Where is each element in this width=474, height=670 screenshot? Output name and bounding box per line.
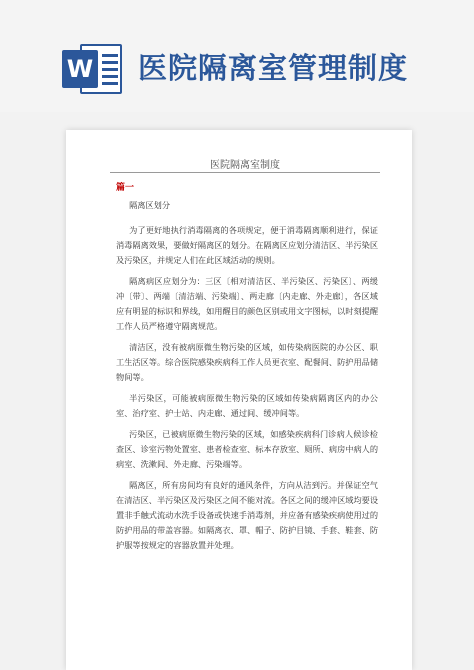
paragraph-heading: 隔离区划分 <box>129 200 171 210</box>
word-document-icon <box>62 40 124 98</box>
document-header-title: 医院隔离室制度 <box>210 160 280 171</box>
document-body <box>116 198 378 559</box>
document-page <box>66 130 412 670</box>
paragraph: 为了更好地执行消毒隔离的各项规定，便于消毒隔离顺利进行，保证消毒隔离效果，要做好隔离区的划分。在隔离区应划分清洁区、半污染区及污染区，并规定人们在此区域活动的规则。 <box>116 225 379 265</box>
banner-title: 医院隔离室管理制度 <box>138 51 409 85</box>
paragraph: 隔离病区应划分为：三区〔相对清洁区、半污染区、污染区〕、两缓冲〔带〕、两端〔清洁端、污染端〕、两走廊〔内走廊、外走廊〕，各区域应有明显的标识和界线，如用醒目的颜色区别或用文字图标，以时刻提醒工作人员严格遵守隔离规范。 <box>116 276 379 331</box>
paragraph: 隔离区，所有房间均有良好的通风条件，方向从洁到污。并保证空气在清洁区、半污染区及污染区之间不能对流。各区之间的缓冲区域均要设置非手触式流动水洗手设备或快速手消毒剂，并应备有感染疾病使用过的防护用品的带盖容器。如隔离衣、罩、帽子、防护目镜、手套、鞋套、防护服等按规定的容器放置并处理。 <box>116 480 379 550</box>
paragraph: 半污染区，可能被病原微生物污染的区域如传染病隔离区内的办公室、治疗室、护士站、内走廊、通过间、缓冲间等。 <box>116 393 378 418</box>
paragraph: 清洁区，没有被病原微生物污染的区域，如传染病医院的办公区、职工生活区等。综合医院感染疾病科工作人员更衣室、配餐间、防护用品储物间等。 <box>116 342 379 382</box>
header-divider <box>110 172 380 173</box>
section-label: 篇一 <box>116 183 135 193</box>
paragraph: 污染区，已被病原微生物污染的区域，如感染疾病科门诊病人候诊检查区、诊室污物处置室、患者检查室、标本存放室、厕所、病房中病人的病室、洗漱间、外走廊、污染端等。 <box>116 429 379 469</box>
word-icon-letter: W <box>62 50 98 88</box>
banner <box>0 0 474 112</box>
